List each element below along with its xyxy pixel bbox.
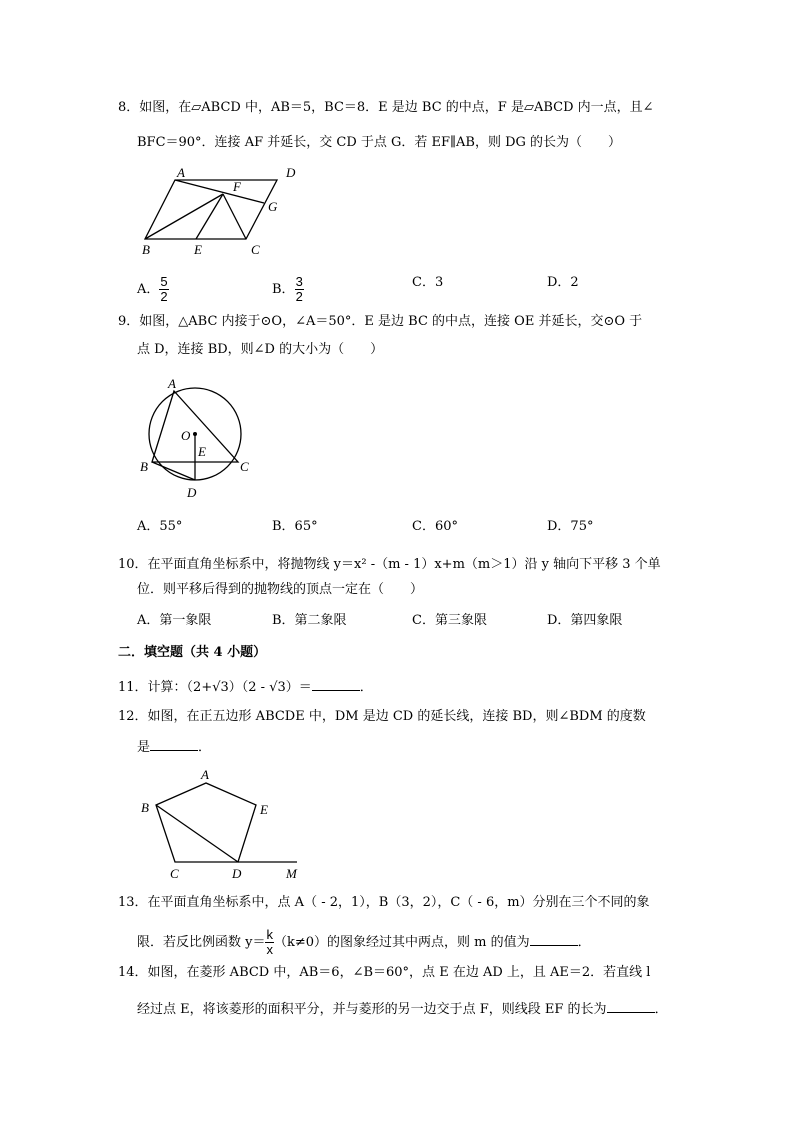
q9-option-a[interactable]: A．55° xyxy=(137,519,183,534)
q10-option-b[interactable]: B．第二象限 xyxy=(272,613,347,628)
q9-line2: 点 D，连接 BD，则∠D 的大小为（ ） xyxy=(137,342,384,357)
q9-option-c[interactable]: C．60° xyxy=(412,519,458,534)
q13-line2: 限．若反比例函数 y＝ $\frac{k}{x}$ （k≠0）的图象经过其中两点，则 m 的值为 ． xyxy=(137,927,591,957)
q12-line1: 12．如图，在正五边形 ABCDE 中，DM 是边 CD 的延长线，连接 BD，则∠BDM 的度数 xyxy=(118,709,646,724)
label-m: M xyxy=(286,866,297,881)
label-g: G xyxy=(268,199,278,214)
label-e: E xyxy=(198,444,206,459)
q10-line2: 位．则平移后得到的抛物线的顶点一定在（ ） xyxy=(137,582,424,597)
label-a: A xyxy=(177,165,185,180)
q8-option-b[interactable]: B． $\frac{3}{2}$ xyxy=(272,274,303,304)
q9-line1: 9．如图，△ABC 内接于⊙O，∠A＝50°．E 是边 BC 的中点，连接 OE 并延长，交⊙O 于 xyxy=(118,314,643,329)
q8-line1: 8．如图，在▱ABCD 中，AB＝5，BC＝8．E 是边 BC 的中点，F 是▱ABCD 内一点，且∠ xyxy=(118,100,654,115)
label-b: B xyxy=(140,459,148,474)
q11: 11．计算：（2+√3）（2 - √3）＝ ． xyxy=(118,680,373,695)
q14-line1: 14．如图，在菱形 ABCD 中，AB＝6，∠B＝60°，点 E 在边 AD 上，且 AE＝2．若直线 l xyxy=(118,965,651,980)
q8-line2: BFC＝90°．连接 AF 并延长，交 CD 于点 G．若 EF∥AB，则 DG 的长为（ ） xyxy=(137,135,622,150)
label-d: D xyxy=(187,485,197,500)
section-heading: 二．填空题（共 4 小题） xyxy=(118,645,267,660)
label-d: D xyxy=(232,866,242,881)
q12-line2: 是 ． xyxy=(137,740,212,755)
q8-option-d[interactable]: D．2 xyxy=(547,275,579,290)
label-c: C xyxy=(170,866,179,881)
q10-line1: 10．在平面直角坐标系中，将抛物线 y＝x² -（m - 1）x+m（m＞1）沿 y 轴向下平移 3 个单 xyxy=(118,557,661,572)
label-b: B xyxy=(142,242,150,257)
q9-option-d[interactable]: D．75° xyxy=(547,519,594,534)
q13-answer-blank[interactable] xyxy=(530,933,578,946)
label-b: B xyxy=(141,800,149,815)
label-a: A xyxy=(168,376,176,391)
label-d: D xyxy=(286,165,296,180)
q10-option-d[interactable]: D．第四象限 xyxy=(547,613,623,628)
q14-answer-blank[interactable] xyxy=(607,1000,655,1013)
q8-option-a[interactable]: A． $\frac{5}{2}$ xyxy=(137,274,168,304)
label-e: E xyxy=(260,802,268,817)
label-f: F xyxy=(233,179,241,194)
q10-option-c[interactable]: C．第三象限 xyxy=(412,613,487,628)
q8-option-c[interactable]: C．3 xyxy=(412,275,444,290)
q9-option-b[interactable]: B．65° xyxy=(272,519,318,534)
q10-option-a[interactable]: A．第一象限 xyxy=(137,613,212,628)
label-o: O xyxy=(181,428,191,443)
label-c: C xyxy=(251,242,260,257)
label-e: E xyxy=(194,242,202,257)
q13-line1: 13．在平面直角坐标系中，点 A（ - 2，1），B（3，2），C（ - 6，m）分别在三个不同的象 xyxy=(118,895,650,910)
label-a: A xyxy=(201,767,209,782)
label-c: C xyxy=(240,459,249,474)
q14-line2: 经过点 E，将该菱形的面积平分，并与菱形的另一边交于点 F，则线段 EF 的长为 ． xyxy=(137,1002,668,1017)
